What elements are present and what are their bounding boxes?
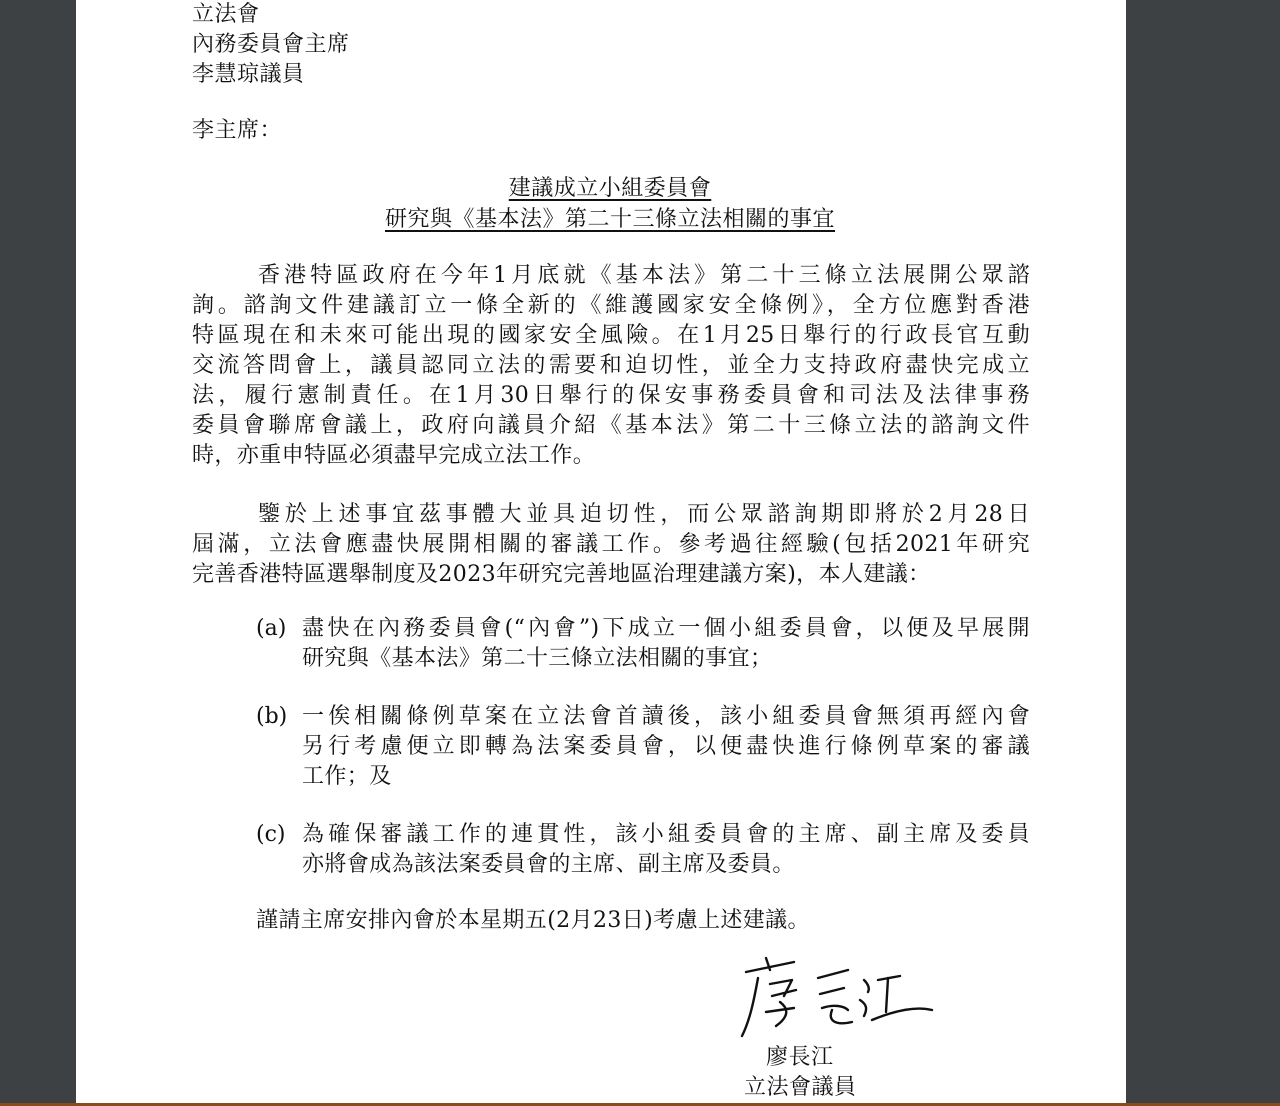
item-label: (c) — [256, 822, 286, 847]
paragraph-1 — [192, 261, 1030, 471]
paragraph-2-line: 鑒於上述事宜茲事體大並具迫切性，而公眾諮詢期即將於2月28日 — [258, 502, 1030, 527]
paragraph-1-line: 詢。諮詢文件建議訂立一條全新的《維護國家安全條例》，全方位應對香港 — [192, 293, 1030, 318]
item-line: 一俟相關條例草案在立法會首讀後，該小組委員會無須再經內會 — [302, 704, 1030, 729]
paragraph-2-line: 屆滿，立法會應盡快展開相關的審議工作。參考過往經驗(包括2021年研究 — [192, 532, 1030, 557]
item-line: 工作；及 — [302, 764, 392, 789]
salutation: 李主席： — [192, 118, 283, 143]
subject-line-2-text: 研究與《基本法》第二十三條立法相關的事宜 — [384, 207, 835, 232]
signer-title: 立法會議員 — [744, 1075, 857, 1100]
item-line: 亦將會成為該法案委員會的主席、副主席及委員。 — [302, 852, 795, 877]
item-label: (a) — [256, 616, 287, 641]
item-line: 為確保審議工作的連貫性，該小組委員會的主席、副主席及委員 — [302, 822, 1030, 847]
paragraph-2 — [192, 500, 1030, 590]
paragraph-1-line: 委員會聯席會議上，政府向議員介紹《基本法》第二十三條立法的諮詢文件 — [192, 413, 1030, 438]
item-label: (b) — [256, 704, 288, 729]
paragraph-2-line: 完善香港特區選舉制度及2023年研究完善地區治理建議方案)，本人建議： — [192, 562, 931, 587]
document-page — [76, 0, 1126, 1103]
handwritten-signature — [736, 950, 936, 1045]
recipient-organization: 立法會 — [192, 2, 260, 27]
subject-line-2 — [76, 205, 1126, 235]
paragraph-1-line: 交流答問會上，議員認同立法的需要和迫切性，並全力支持政府盡快完成立 — [192, 353, 1030, 378]
signer-name: 廖長江 — [766, 1045, 834, 1070]
subject-line-1-text: 建議成立小組委員會 — [508, 176, 712, 201]
paragraph-1-line: 時，亦重申特區必須盡早完成立法工作。 — [192, 443, 596, 468]
item-line: 盡快在內務委員會(“內會”)下成立一個小組委員會，以便及早展開 — [302, 616, 1030, 641]
closing-request: 謹請主席安排內會於本星期五(2月23日)考慮上述建議。 — [256, 908, 810, 933]
item-body — [302, 820, 1030, 880]
paragraph-1-line: 香港特區政府在今年1月底就《基本法》第二十三條立法展開公眾諮 — [258, 263, 1030, 288]
item-line: 研究與《基本法》第二十三條立法相關的事宜； — [302, 646, 773, 671]
paragraph-1-line: 法，履行憲制責任。在1月30日舉行的保安事務委員會和司法及法律事務 — [192, 383, 1030, 408]
paragraph-1-line: 特區現在和未來可能出現的國家安全風險。在1月25日舉行的行政長官互動 — [192, 323, 1030, 348]
recipient-committee: 內務委員會主席 — [192, 32, 350, 57]
item-body — [302, 702, 1030, 792]
item-line: 另行考慮便立即轉為法案委員會，以便盡快進行條例草案的審議 — [302, 734, 1030, 759]
recipient-name: 李慧琼議員 — [192, 62, 305, 87]
item-body — [302, 614, 1030, 674]
subject-line-1 — [76, 174, 1126, 204]
